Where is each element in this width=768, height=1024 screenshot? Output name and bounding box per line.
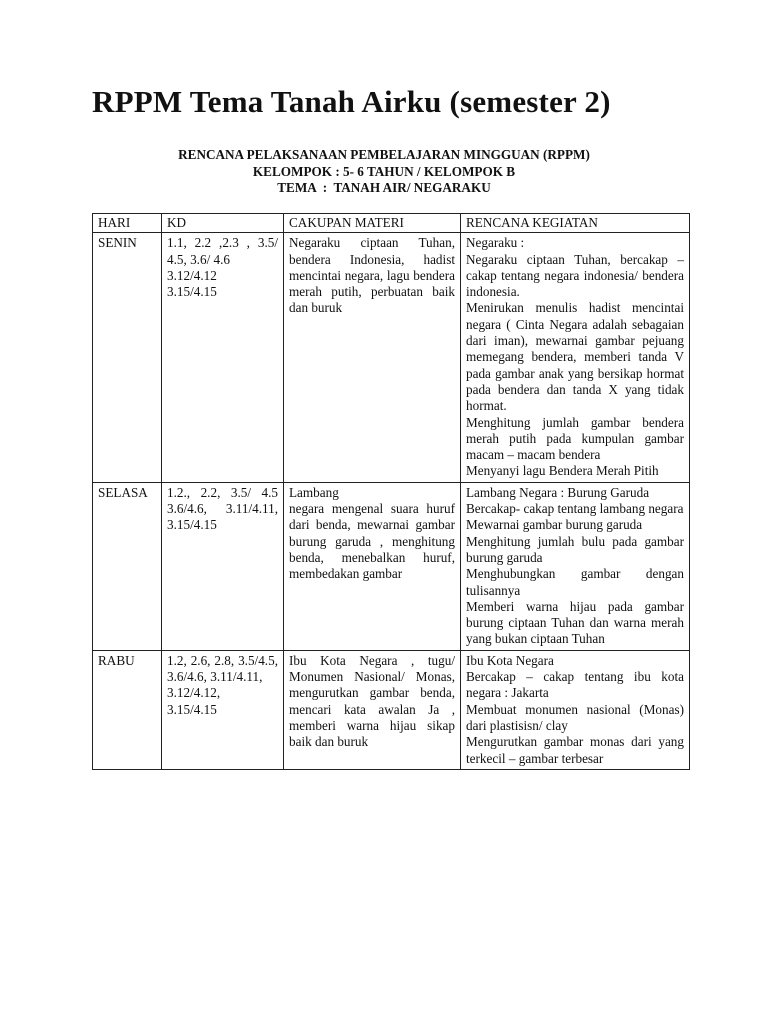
cell-rencana-kegiatan-line: Memberi warna hijau pada gambar burung ciptaan Tuhan dan warna merah yang bukan ciptaan Tuhan	[466, 598, 684, 647]
cell-rencana-kegiatan-line: Lambang Negara : Burung Garuda	[466, 484, 650, 500]
page-title: RPPM Tema Tanah Airku (semester 2)	[92, 84, 611, 119]
table-row	[93, 650, 690, 769]
table-body	[93, 233, 690, 770]
rppm-table	[92, 213, 690, 770]
cell-rencana-kegiatan	[461, 650, 690, 769]
cell-cakupan-materi	[284, 650, 461, 769]
cell-kd	[162, 482, 284, 650]
cell-kd-line: 3.12/4.12,	[167, 685, 221, 701]
cell-cakupan-materi-line: negara mengenal suara huruf dari benda, mewarnai gambar burung garuda , menghitung benda, menebalkan huruf, membedakan gambar	[289, 501, 455, 582]
cell-cakupan-materi-line: Lambang	[289, 484, 339, 500]
cell-cakupan-materi-line: Ibu Kota Negara , tugu/ Monumen Nasional/ Monas, mengurutkan gambar benda, mencari kata awalan Ja , memberi warna hijau sikap baik dan buruk	[289, 652, 455, 750]
cell-rencana-kegiatan-line: Ibu Kota Negara	[466, 652, 554, 668]
cell-rencana-kegiatan-line: Bercakap – cakap tentang ibu kota negara : Jakarta	[466, 669, 684, 701]
cell-cakupan-materi-line: Negaraku ciptaan Tuhan, bendera Indonesia, hadist mencintai negara, lagu bendera merah putih, perbuatan baik dan buruk	[289, 235, 455, 316]
cell-rencana-kegiatan-line: Menghitung jumlah gambar bendera merah putih pada kumpulan gambar macam – macam bendera	[466, 414, 684, 463]
cell-hari: SENIN	[93, 233, 162, 482]
cell-rencana-kegiatan-line: Negaraku ciptaan Tuhan, bercakap – cakap tentang negara indonesia/ bendera indonesia.	[466, 251, 684, 300]
cell-rencana-kegiatan-line: Menghitung jumlah bulu pada gambar burung garuda	[466, 533, 684, 565]
cell-kd	[162, 233, 284, 482]
cell-kd-line: 3.12/4.12	[167, 267, 217, 283]
header-rencana-kegiatan: RENCANA KEGIATAN	[461, 214, 690, 233]
cell-kd-line: 1.2, 2.6, 2.8, 3.5/4.5, 3.6/4.6, 3.11/4.11,	[167, 652, 278, 685]
cell-kd-line: 1.1, 2.2 ,2.3 , 3.5/ 4.5, 3.6/ 4.6	[167, 235, 278, 267]
subtitle-line-theme: TEMA : TANAH AIR/ NEGARAKU	[277, 180, 491, 195]
table-row	[93, 482, 690, 650]
cell-kd-line: 3.15/4.15	[167, 701, 217, 717]
cell-kd-line: 1.2., 2.2, 3.5/ 4.5 3.6/4.6, 3.11/4.11, 3.15/4.15	[167, 484, 278, 533]
header-kd: KD	[162, 214, 284, 233]
subtitle-line-group: KELOMPOK : 5- 6 TAHUN / KELOMPOK B	[252, 163, 516, 179]
cell-kd-line: 3.15/4.15	[167, 284, 217, 300]
cell-rencana-kegiatan-line: Mewarnai gambar burung garuda	[466, 517, 643, 533]
cell-cakupan-materi	[284, 233, 461, 482]
document-subtitle	[0, 147, 768, 197]
cell-rencana-kegiatan-line: Negaraku :	[466, 235, 525, 251]
cell-hari: SELASA	[93, 482, 162, 650]
header-hari: HARI	[93, 214, 162, 233]
table-row	[93, 233, 690, 482]
cell-rencana-kegiatan-line: Menghubungkan gambar dengan tulisannya	[466, 566, 684, 598]
cell-rencana-kegiatan-line: Bercakap- cakap tentang lambang negara	[466, 501, 684, 517]
cell-kd	[162, 650, 284, 769]
cell-rencana-kegiatan	[461, 482, 690, 650]
cell-cakupan-materi	[284, 482, 461, 650]
cell-rencana-kegiatan	[461, 233, 690, 482]
subtitle-line-plan: RENCANA PELAKSANAAN PEMBELAJARAN MINGGUAN (RPPM)	[178, 147, 590, 162]
cell-hari: RABU	[93, 650, 162, 769]
header-cakupan-materi: CAKUPAN MATERI	[284, 214, 461, 233]
table-header-row	[93, 214, 690, 233]
cell-rencana-kegiatan-line: Mengurutkan gambar monas dari yang terkecil – gambar terbesar	[466, 734, 684, 766]
cell-rencana-kegiatan-line: Menirukan menulis hadist mencintai negara ( Cinta Negara adalah sebagaian dari iman), mewarnai gambar pejuang memegang bendera, memberi tanda V pada gambar anak yang bersikap hormat pada bendera dan tanda X yang tidak hormat.	[466, 300, 684, 414]
cell-rencana-kegiatan-line: Menyanyi lagu Bendera Merah Pitih	[466, 463, 659, 479]
cell-rencana-kegiatan-line: Membuat monumen nasional (Monas) dari plastisisn/ clay	[466, 701, 684, 733]
